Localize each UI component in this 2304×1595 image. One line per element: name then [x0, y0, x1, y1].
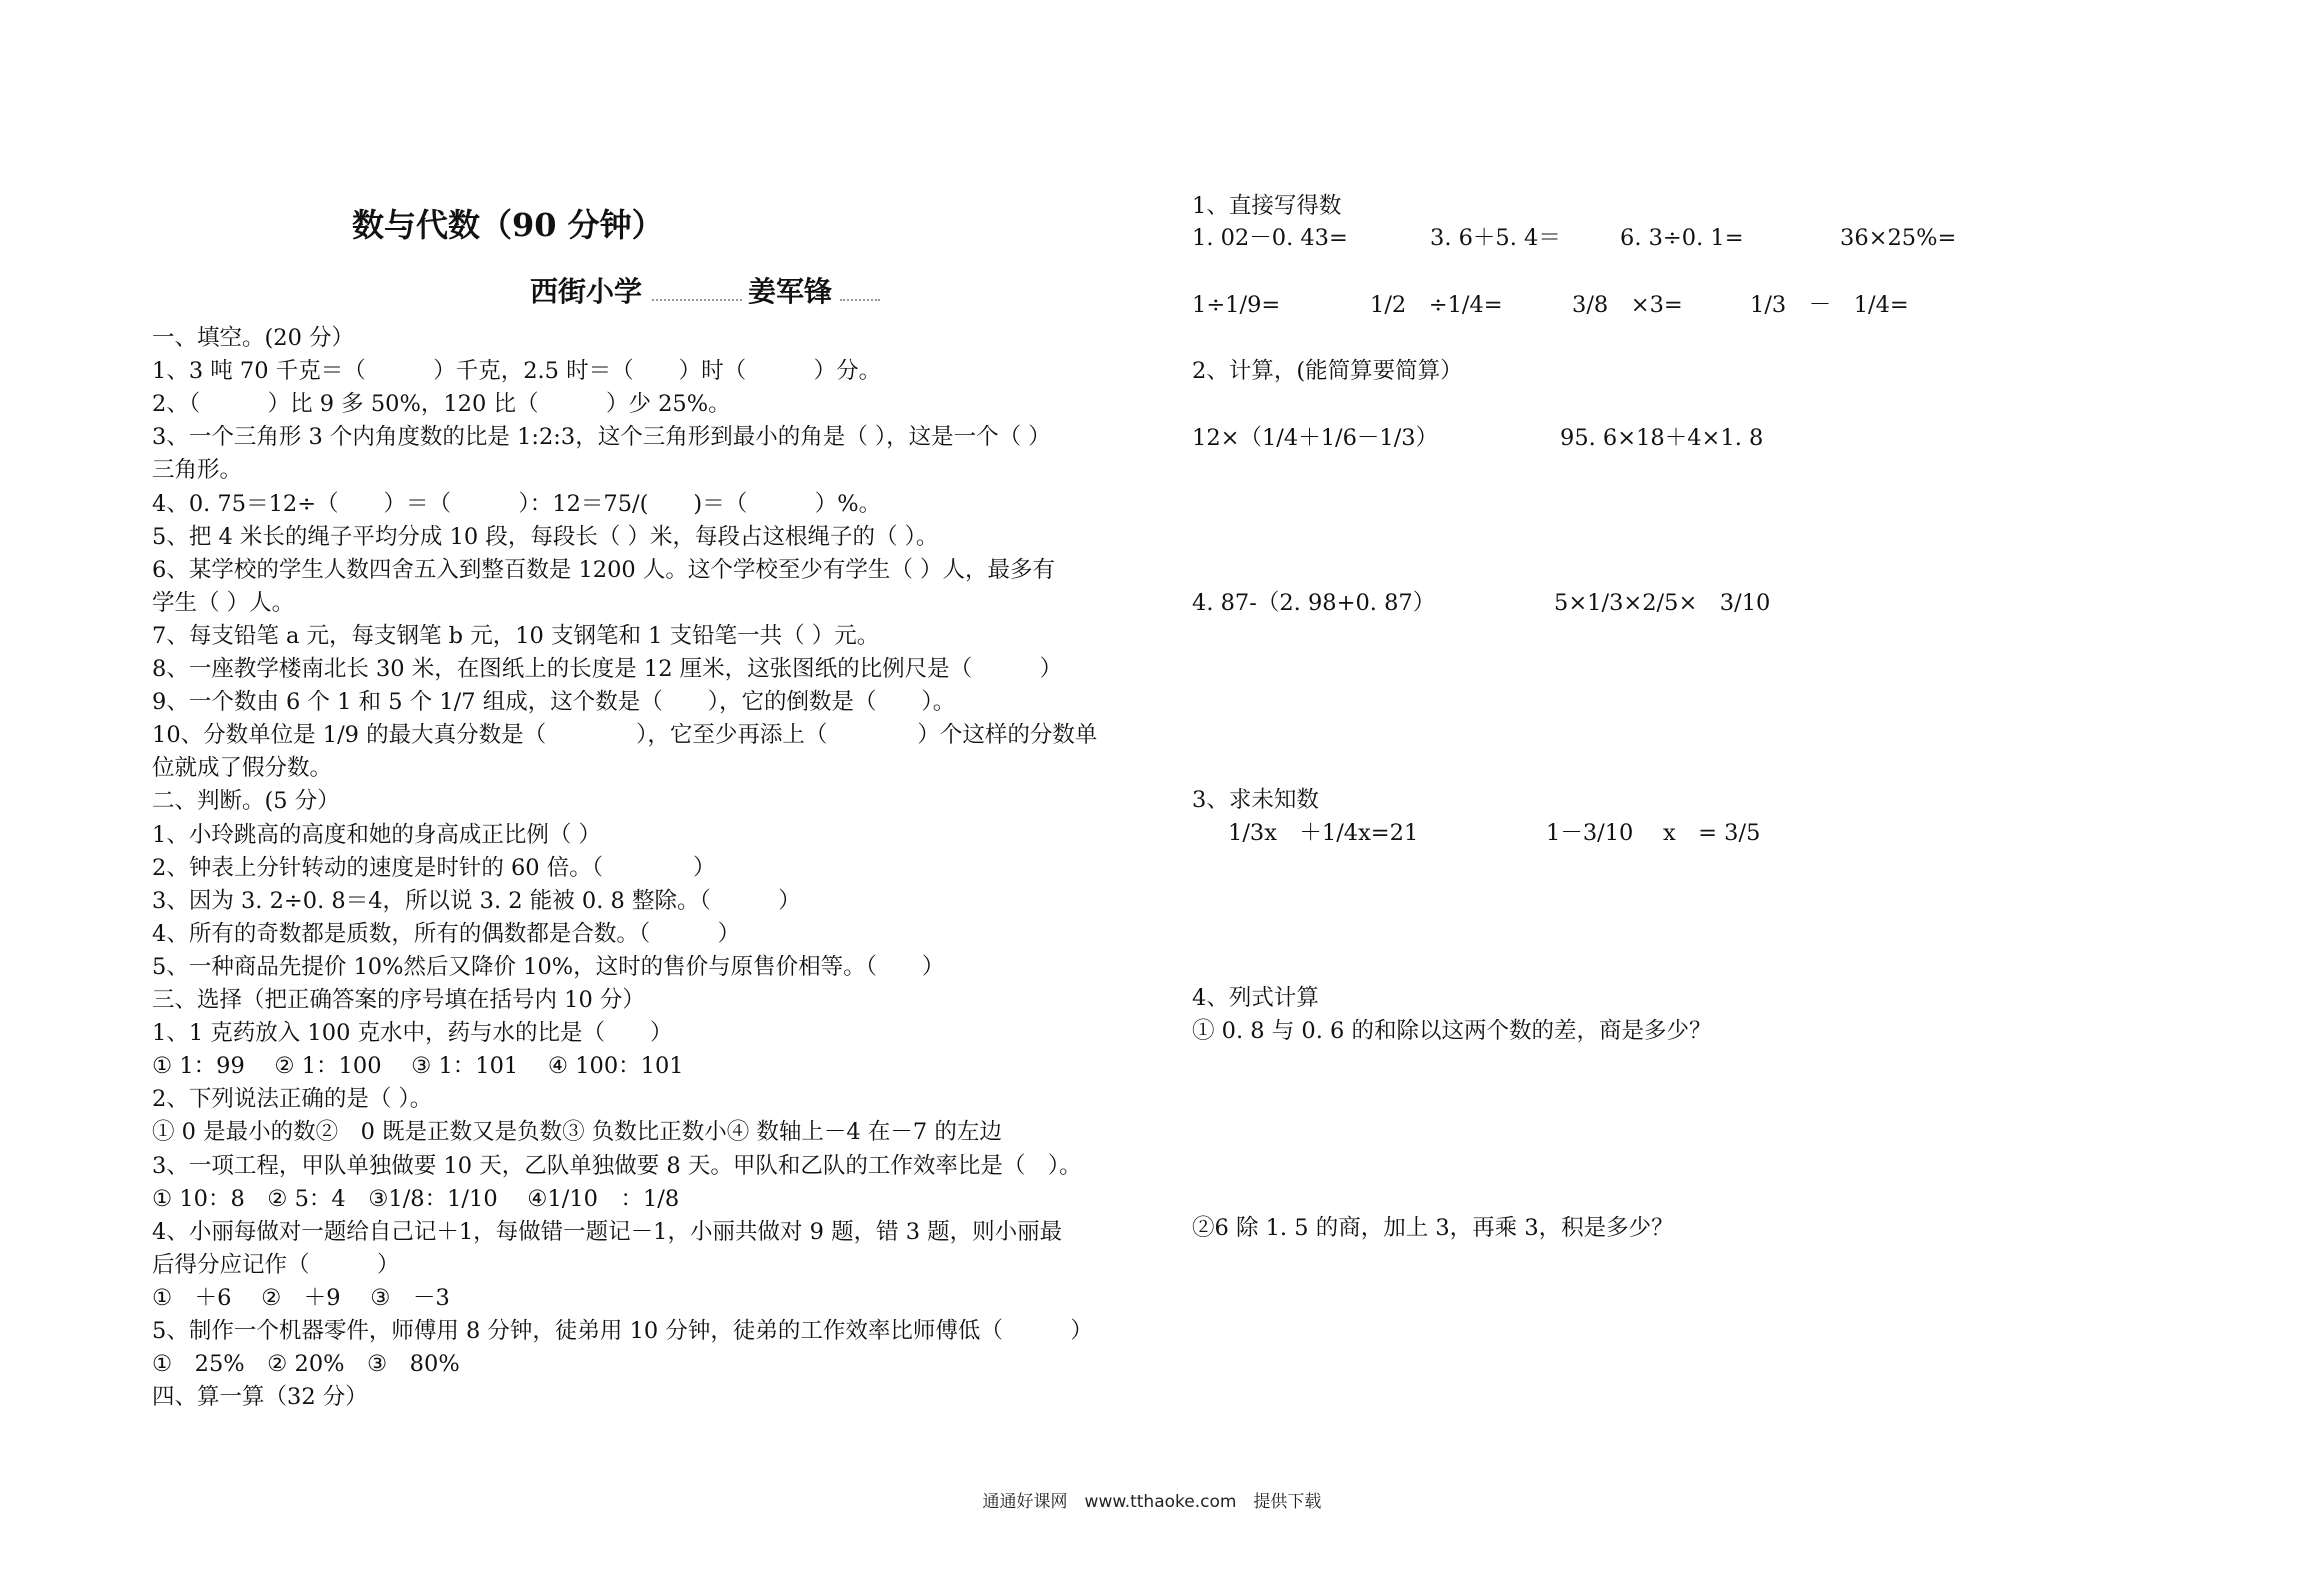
left-line: ① 10：8 ② 5：4 ③1/8：1/10 ④1/10 ：1/8 — [152, 1185, 680, 1212]
direct-calc-item: 36×25%= — [1840, 225, 1957, 251]
left-line: 4、所有的奇数都是质数，所有的偶数都是合数。（ ） — [152, 920, 741, 947]
word-calc-question-1: ① 0. 8 与 0. 6 的和除以这两个数的差，商是多少？ — [1192, 1018, 1712, 1044]
direct-calc-item: 3/8 ×3= — [1572, 292, 1683, 318]
left-line: 1、3 吨 70 千克＝（ ）千克，2.5 时＝（ ）时（ ）分。 — [152, 358, 882, 385]
left-line: 2、（ ）比 9 多 50%，120 比（ ）少 25%。 — [152, 391, 731, 418]
word-calc-question-2: ②6 除 1. 5 的商，加上 3，再乘 3，积是多少？ — [1192, 1215, 1674, 1241]
left-line: ① 25% ② 20% ③ 80% — [152, 1351, 460, 1378]
direct-calc-item: 1/2 ÷1/4= — [1370, 292, 1503, 318]
left-line: 1、小玲跳高的高度和她的身高成正比例（ ） — [152, 821, 601, 848]
left-line: 学生（ ）人。 — [152, 589, 295, 616]
left-line: 四、算一算（32 分） — [152, 1384, 368, 1411]
calc-heading: 2、计算，(能简算要简算） — [1192, 358, 1463, 384]
left-line: 5、一种商品先提价 10%然后又降价 10%，这时的售价与原售价相等。（ ） — [152, 953, 945, 980]
left-line: 3、一个三角形 3 个内角度数的比是 1:2:3，这个三角形到最小的角是（ ），这是一个（ ） — [152, 424, 1051, 451]
school-name: 西街小学 — [530, 275, 643, 308]
direct-calc-heading: 1、直接写得数 — [1192, 193, 1342, 219]
calc-item: 4. 87-（2. 98+0. 87） — [1192, 590, 1436, 616]
left-line: 7、每支铅笔 a 元，每支钢笔 b 元，10 支钢笔和 1 支铅笔一共（ ）元。 — [152, 622, 880, 649]
left-line: 三、选择（把正确答案的序号填在括号内 10 分） — [152, 987, 645, 1013]
direct-calc-item: 3. 6＋5. 4＝ — [1430, 225, 1561, 251]
calc-item: 95. 6×18＋4×1. 8 — [1560, 425, 1764, 451]
left-line: ① ＋6 ② ＋9 ③ －3 — [152, 1284, 450, 1311]
footer-credit: 通通好课网 www.tthaoke.com 提供下载 — [982, 1492, 1322, 1512]
left-line: 位就成了假分数。 — [152, 755, 333, 782]
left-line: 2、钟表上分针转动的速度是时针的 60 倍。（ ） — [152, 854, 716, 881]
author-name: 姜军锋 — [748, 275, 833, 308]
left-line: 3、一项工程，甲队单独做要 10 天，乙队单独做要 8 天。甲队和乙队的工作效率比是（ ）。 — [152, 1152, 1082, 1179]
left-line: 1、1 克药放入 100 克水中，药与水的比是（ ） — [152, 1020, 673, 1047]
left-line: 4、小丽每做对一题给自己记＋1，每做错一题记－1，小丽共做对 9 题，错 3 题，则小丽最 — [152, 1218, 1063, 1245]
left-line: 5、把 4 米长的绳子平均分成 10 段，每段长（ ）米，每段占这根绳子的（ ）。 — [152, 523, 939, 550]
left-line: 8、一座教学楼南北长 30 米，在图纸上的长度是 12 厘米，这张图纸的比例尺是（ ） — [152, 656, 1063, 682]
left-line: 9、一个数由 6 个 1 和 5 个 1/7 组成，这个数是（ ），它的倒数是（ ）。 — [152, 689, 956, 716]
left-line: 6、某学校的学生人数四舍五入到整百数是 1200 人。这个学校至少有学生（ ）人，最多有 — [152, 556, 1056, 583]
left-line: 一、填空。(20 分） — [152, 325, 355, 351]
direct-calc-item: 1÷1/9= — [1192, 292, 1281, 318]
left-line: 二、判断。(5 分） — [152, 788, 340, 815]
left-line: 三角形。 — [152, 457, 243, 484]
direct-calc-item: 1. 02－0. 43= — [1192, 225, 1348, 251]
left-line: 3、因为 3. 2÷0. 8＝4，所以说 3. 2 能被 0. 8 整除。（ ） — [152, 887, 801, 914]
solve-heading: 3、求未知数 — [1192, 787, 1319, 813]
left-line: 2、下列说法正确的是（ ）。 — [152, 1086, 433, 1113]
solve-item: 1/3x ＋1/4x=21 — [1228, 820, 1419, 846]
left-line: ① 1：99 ② 1：100 ③ 1：101 ④ 100：101 — [152, 1053, 684, 1080]
left-line: 4、0. 75＝12÷（ ）＝（ ）：12＝75/( )＝（ ）%。 — [152, 490, 882, 517]
calc-item: 5×1/3×2/5× 3/10 — [1554, 590, 1771, 616]
calc-item: 12×（1/4＋1/6－1/3） — [1192, 425, 1439, 451]
left-line: ① 0 是最小的数② 0 既是正数又是负数③ 负数比正数小④ 数轴上－4 在－7 的左边 — [152, 1119, 1002, 1146]
left-line: 10、分数单位是 1/9 的最大真分数是（ ），它至少再添上（ ）个这样的分数单 — [152, 722, 1098, 749]
direct-calc-item: 6. 3÷0. 1= — [1620, 225, 1744, 251]
byline — [530, 270, 880, 310]
page-title: 数与代数（90 分钟） — [352, 206, 664, 244]
left-line: 后得分应记作（ ） — [152, 1251, 400, 1278]
direct-calc-item: 1/3 － 1/4= — [1750, 292, 1909, 318]
word-calc-heading: 4、列式计算 — [1192, 985, 1319, 1011]
solve-item: 1－3/10 x = 3/5 — [1546, 820, 1761, 846]
left-line: 5、制作一个机器零件，师傅用 8 分钟，徒弟用 10 分钟，徒弟的工作效率比师傅低（ ） — [152, 1318, 1093, 1344]
